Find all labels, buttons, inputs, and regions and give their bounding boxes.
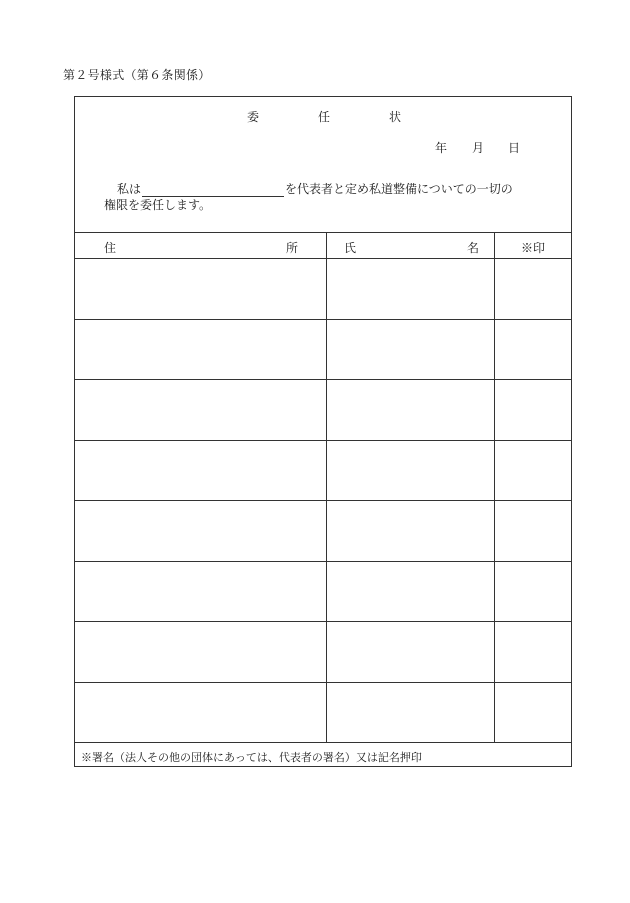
representative-name-blank[interactable] [142, 183, 284, 197]
address-cell[interactable] [75, 562, 326, 622]
name-cell[interactable] [327, 380, 494, 440]
address-cell[interactable] [75, 320, 326, 380]
seal-cell[interactable] [495, 562, 571, 622]
name-cell[interactable] [327, 622, 494, 682]
statement-prefix: 私は [117, 182, 142, 196]
seal-cell[interactable] [495, 441, 571, 501]
name-cell[interactable] [327, 501, 494, 561]
date-month-label: 月 [472, 141, 485, 155]
table-row [75, 561, 571, 622]
form-header [75, 97, 571, 232]
statement-line-2: 権限を委任します。 [104, 198, 212, 212]
name-cell[interactable] [327, 562, 494, 622]
name-cell[interactable] [327, 441, 494, 501]
title-char-3: 状 [389, 110, 402, 124]
address-cell[interactable] [75, 501, 326, 561]
delegation-statement [104, 181, 557, 213]
power-of-attorney-form [74, 96, 572, 767]
table-row [75, 500, 571, 561]
name-cell[interactable] [327, 259, 494, 319]
date-day-label: 日 [508, 141, 521, 155]
address-cell[interactable] [75, 380, 326, 440]
seal-cell[interactable] [495, 259, 571, 319]
header-seal: ※印 [521, 241, 546, 255]
name-cell[interactable] [327, 683, 494, 743]
table-row [75, 621, 571, 682]
seal-cell[interactable] [495, 622, 571, 682]
address-cell[interactable] [75, 259, 326, 319]
name-cell[interactable] [327, 320, 494, 380]
header-name-char-1: 氏 [344, 241, 357, 255]
address-cell[interactable] [75, 441, 326, 501]
header-address-char-1: 住 [104, 241, 117, 255]
title-char-1: 委 [247, 110, 260, 124]
seal-cell[interactable] [495, 320, 571, 380]
seal-cell[interactable] [495, 501, 571, 561]
form-number-label: 第２号様式（第６条関係） [63, 68, 211, 82]
header-address-char-2: 所 [286, 241, 299, 255]
header-name-char-2: 名 [467, 241, 480, 255]
date-year-label: 年 [435, 141, 448, 155]
footer-note: ※署名（法人その他の団体にあっては、代表者の署名）又は記名押印 [75, 742, 571, 767]
seal-cell[interactable] [495, 683, 571, 743]
table-row [75, 440, 571, 501]
seal-cell[interactable] [495, 380, 571, 440]
table-row [75, 319, 571, 380]
address-cell[interactable] [75, 683, 326, 743]
address-cell[interactable] [75, 622, 326, 682]
table-header [75, 232, 571, 258]
statement-suffix: を代表者と定め私道整備についての一切の [285, 182, 513, 196]
table-row [75, 682, 571, 743]
table-row [75, 258, 571, 319]
title-char-2: 任 [318, 110, 331, 124]
table-row [75, 379, 571, 440]
